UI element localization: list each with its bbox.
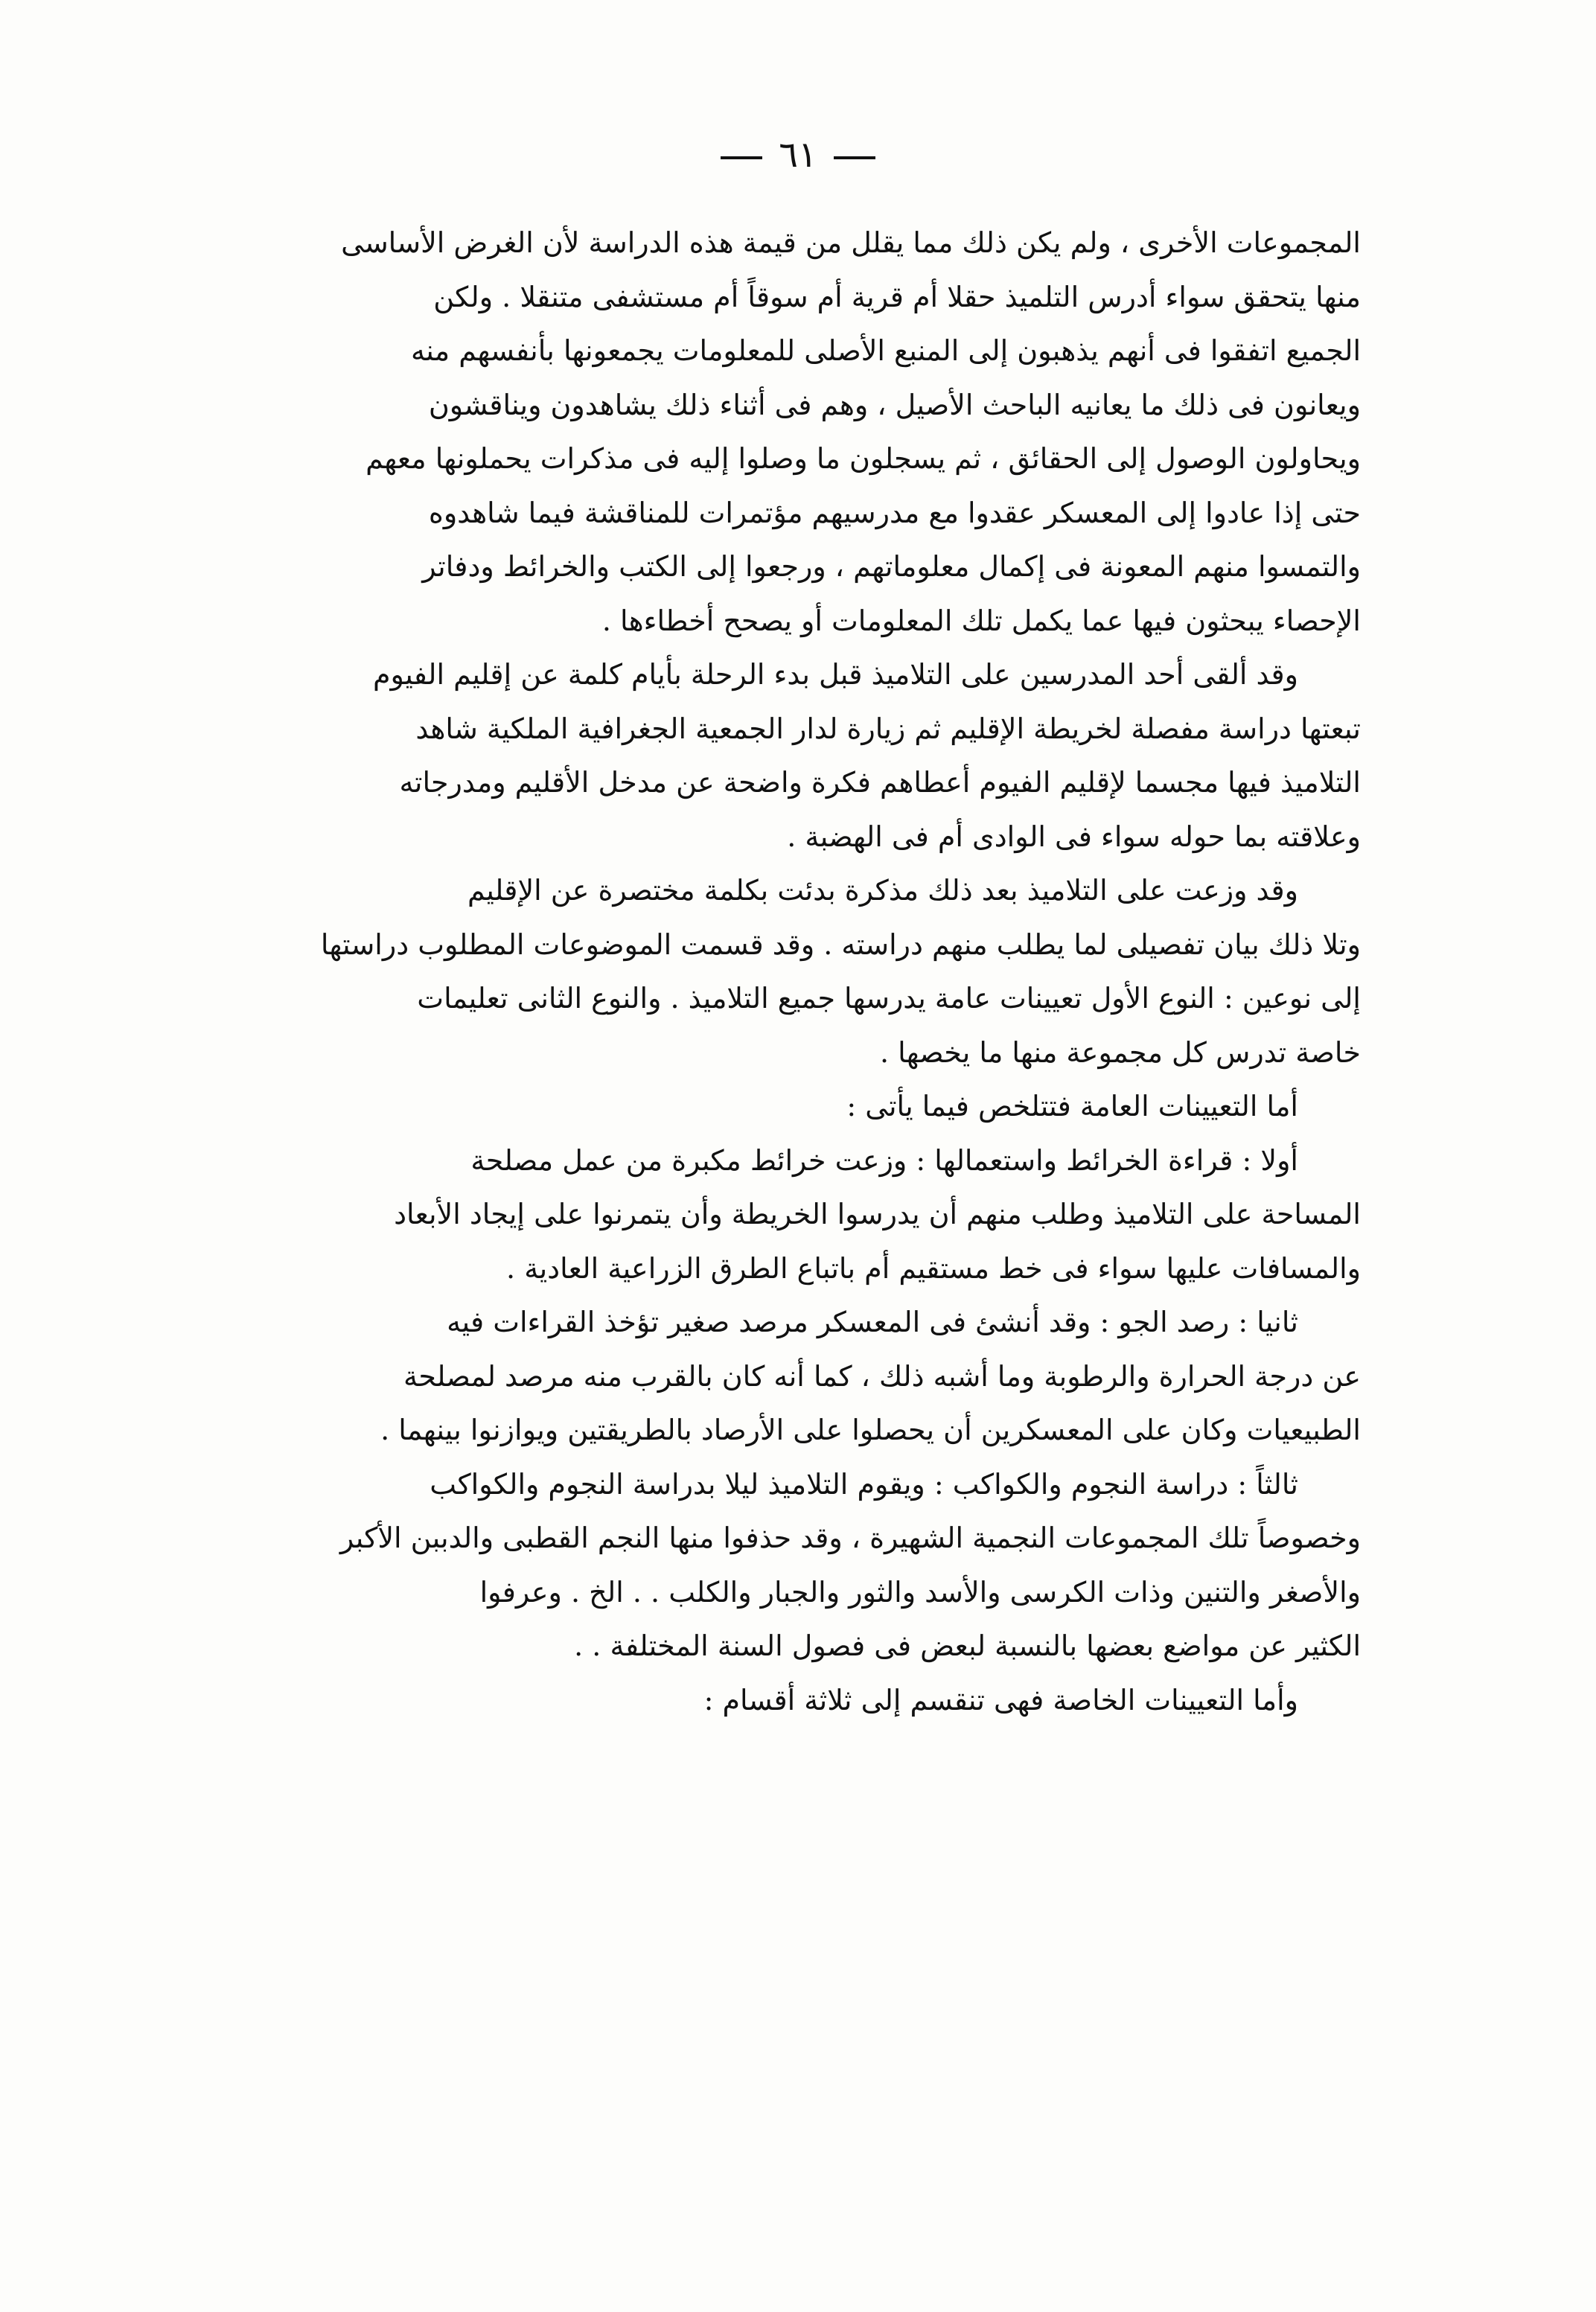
text-line-paragraph-start: وأما التعيينات الخاصة فهى تنقسم إلى ثلاثة أقسام : — [703, 1683, 1298, 1717]
text-line: المساحة على التلاميذ وطلب منهم أن يدرسوا الخريطة وأن يتمرنوا على إيجاد الأبعاد — [394, 1198, 1361, 1230]
text-line-paragraph-start: أما التعيينات العامة فتتلخص فيما يأتى : — [846, 1090, 1298, 1123]
text-line: والمسافات عليها سواء فى خط مستقيم أم باتباع الطرق الزراعية العادية . — [506, 1251, 1361, 1285]
text-line: تبعتها دراسة مفصلة لخريطة الإقليم ثم زيارة لدار الجمعية الجغرافية الملكية شاهد — [415, 712, 1361, 745]
text-line: حتى إذا عادوا إلى المعسكر عقدوا مع مدرسيهم مؤتمرات للمناقشة فيما شاهدوه — [428, 496, 1361, 529]
text-line: منها يتحقق سواء أدرس التلميذ حقلا أم قرية أم سوقاً أم مستشفى متنقلا . ولكن — [433, 280, 1361, 313]
text-line: وعلاقته بما حوله سواء فى الوادى أم فى الهضبة . — [787, 820, 1361, 853]
text-line: عن درجة الحرارة والرطوبة وما أشبه ذلك ، كما أنه كان بالقرب منه مرصد لمصلحة — [403, 1359, 1361, 1393]
text-line: والتمسوا منهم المعونة فى إكمال معلوماتهم ، ورجعوا إلى الكتب والخرائط ودفاتر — [422, 550, 1361, 583]
text-line: التلاميذ فيها مجسما لإقليم الفيوم أعطاهم فكرة واضحة عن مدخل الأقليم ومدرجاته — [399, 766, 1361, 799]
text-line: والأصغر والتنين وذات الكرسى والأسد والثور والجبار والكلب . . الخ . وعرفوا — [479, 1575, 1361, 1609]
text-line: الكثير عن مواضع بعضها بالنسبة لبعض فى فصول السنة المختلفة . . — [574, 1629, 1361, 1662]
dash-right — [834, 156, 875, 159]
text-line: الطبيعيات وكان على المعسكرين أن يحصلوا على الأرصاد بالطريقتين ويوازنوا بينهما . — [380, 1414, 1361, 1446]
text-line-paragraph-start: ثانيا : رصد الجو : وقد أنشئ فى المعسكر مرصد صغير تؤخذ القراءات فيه — [447, 1306, 1298, 1338]
text-line: الجميع اتفقوا فى أنهم يذهبون إلى المنبع الأصلى للمعلومات يجمعونها بأنفسهم منه — [410, 334, 1361, 367]
text-line-paragraph-start: أولا : قراءة الخرائط واستعمالها : وزعت خرائط مكبرة من عمل مصلحة — [470, 1143, 1298, 1177]
text-line: الإحصاء يبحثون فيها عما يكمل تلك المعلومات أو يصحح أخطاءها . — [601, 604, 1361, 637]
text-line-paragraph-start: ثالثاً : دراسة النجوم والكواكب : ويقوم التلاميذ ليلا بدراسة النجوم والكواكب — [430, 1467, 1298, 1501]
text-line: المجموعات الأخرى ، ولم يكن ذلك مما يقلل من قيمة هذه الدراسة لأن الغرض الأساسى — [341, 226, 1361, 259]
text-line: إلى نوعين : النوع الأول تعيينات عامة يدرسها جميع التلاميذ . والنوع الثانى تعليمات — [417, 982, 1361, 1015]
text-line: خاصة تدرس كل مجموعة منها ما يخصها . — [880, 1035, 1361, 1069]
page-number-text: ٦١ — [779, 134, 817, 176]
dash-left — [721, 156, 762, 159]
page-number — [0, 132, 1596, 177]
text-line-paragraph-start: وقد ألقى أحد المدرسين على التلاميذ قبل بدء الرحلة بأيام كلمة عن إقليم الفيوم — [373, 658, 1298, 691]
body-text — [244, 216, 1361, 1727]
text-line: ويحاولون الوصول إلى الحقائق ، ثم يسجلون ما وصلوا إليه فى مذكرات يحملونها معهم — [366, 442, 1361, 475]
text-line: ويعانون فى ذلك ما يعانيه الباحث الأصيل ، وهم فى أثناء ذلك يشاهدون ويناقشون — [428, 388, 1361, 421]
text-line-paragraph-start: وقد وزعت على التلاميذ بعد ذلك مذكرة بدئت بكلمة مختصرة عن الإقليم — [467, 874, 1298, 907]
text-line: وتلا ذلك بيان تفصيلى لما يطلب منهم دراسته . وقد قسمت الموضوعات المطلوب دراستها — [320, 927, 1361, 961]
text-line: وخصوصاً تلك المجموعات النجمية الشهيرة ، وقد حذفوا منها النجم القطبى والدببن الأكبر — [339, 1521, 1361, 1554]
